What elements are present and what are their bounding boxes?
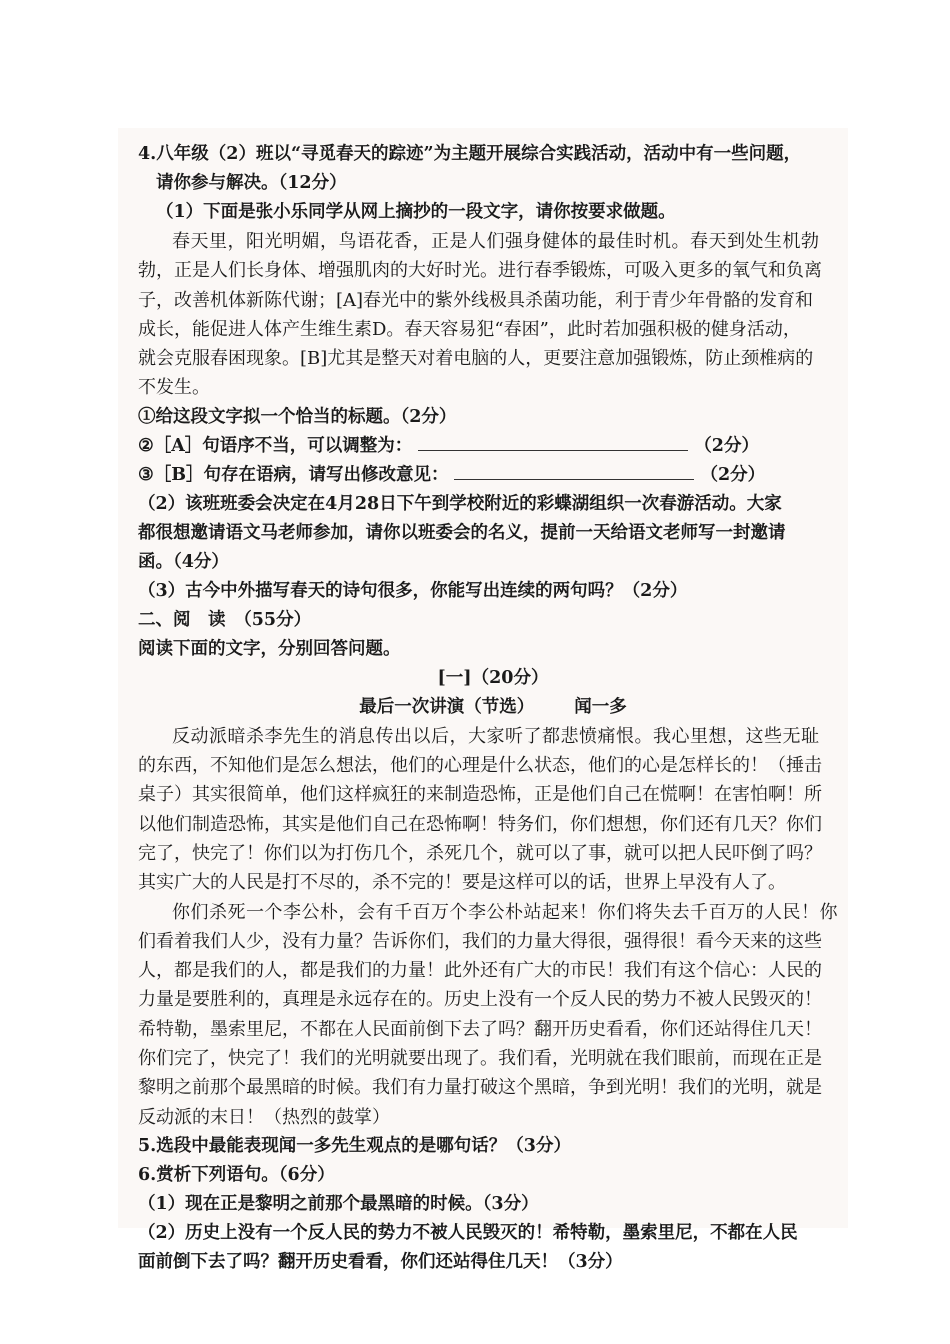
q4-item2-score: （2分） bbox=[694, 435, 759, 456]
q4-passage-line: 勃，正是人们长身体、增强肌肉的大好时光。进行春季锻炼，可吸入更多的氧气和负离 bbox=[138, 260, 822, 282]
speech-line: 人，都是我们的人，都是我们的力量！此外还有广大的市民！我们有这个信心：人民的 bbox=[138, 960, 822, 982]
speech-line: 希特勒，墨索里尼，不都在人民面前倒下去了吗？翻开历史看看，你们还站得住几天！ bbox=[138, 1018, 822, 1040]
speech-line: 反动派的末日！（热烈的鼓掌） bbox=[138, 1106, 390, 1128]
speech-line: 们看着我们人少，没有力量？告诉你们，我们的力量大得很，强得很！看今天来的这些 bbox=[138, 930, 822, 952]
speech-line: 你们杀死一个李公朴，会有千百万个李公朴站起来！你们将失去千百万的人民！你 bbox=[172, 901, 838, 923]
q4-passage bbox=[138, 227, 848, 403]
q4-item3-prompt: ③［B］句存在语病，请写出修改意见： bbox=[138, 464, 449, 485]
q4-sub1: （1）下面是张小乐同学从网上摘抄的一段文字，请你按要求做题。 bbox=[156, 202, 676, 222]
answer-blank[interactable] bbox=[418, 432, 688, 451]
exam-content bbox=[138, 140, 848, 1277]
section2-instruction: 阅读下面的文字，分别回答问题。 bbox=[138, 638, 401, 659]
q4-passage-line: 春天里，阳光明媚，鸟语花香，正是人们强身健体的最佳时机。春天到处生机勃 bbox=[172, 231, 820, 252]
q6: 6.赏析下列语句。（6分） bbox=[138, 1164, 335, 1185]
q4-passage-line: 成长，能促进人体产生维生素D。春天容易犯“春困”，此时若加强积极的健身活动， bbox=[138, 318, 801, 340]
speech-line: 以他们制造恐怖，其实是他们自己在恐怖啊！特务们，你们想想，你们还有几天？你们 bbox=[138, 813, 822, 835]
q6-2-line1: （2）历史上没有一个反人民的势力不被人民毁灭的！希特勒，墨索里尼，不都在人民 bbox=[138, 1222, 798, 1243]
q6-1: （1）现在正是黎明之前那个最黑暗的时候。（3分） bbox=[138, 1193, 539, 1214]
passage-title: 最后一次讲演（节选） bbox=[359, 696, 535, 717]
q6-2-line2: 面前倒下去了吗？翻开历史看看，你们还站得住几天！（3分） bbox=[138, 1251, 623, 1272]
q4-sub2-line: （2）该班班委会决定在4月28日下午到学校附近的彩蝶湖组织一次春游活动。大家 bbox=[138, 493, 782, 514]
speech-line: 桌子）其实很简单，他们这样疯狂的来制造恐怖，正是他们自己在慌啊！在害怕啊！所 bbox=[138, 784, 822, 806]
q4-passage-line: 就会克服春困现象。[B]尤其是整天对着电脑的人，更要注意加强锻炼，防止颈椎病的 bbox=[138, 348, 814, 370]
speech-passage bbox=[138, 722, 848, 1132]
q4-item2 bbox=[138, 432, 848, 461]
q4-stem-line1: 4.八年级（2）班以“寻觅春天的踪迹”为主题开展综合实践活动，活动中有一些问题， bbox=[138, 144, 802, 164]
speech-line: 你们完了，快完了！我们的光明就要出现了。我们看，光明就在我们眼前，而现在正是 bbox=[138, 1048, 822, 1070]
section2-heading: 二、阅 读 （55分） bbox=[138, 609, 312, 630]
q4-item2-prompt: ②［A］句语序不当，可以调整为： bbox=[138, 435, 413, 456]
q5: 5.选段中最能表现闻一多先生观点的是哪句话？（3分） bbox=[138, 1135, 571, 1156]
passage-author: 闻一多 bbox=[574, 696, 627, 717]
answer-blank[interactable] bbox=[454, 461, 694, 480]
q4-sub2-line: 都很想邀请语文马老师参加，请你以班委会的名义，提前一天给语文老师写一封邀请 bbox=[138, 522, 786, 543]
speech-line: 反动派暗杀李先生的消息传出以后，大家听了都悲愤痛恨。我心里想，这些无耻 bbox=[172, 725, 820, 747]
speech-line: 黎明之前那个最黑暗的时候。我们有力量打破这个黑暗，争到光明！我们的光明，就是 bbox=[138, 1077, 822, 1099]
q4-sub3: （3）古今中外描写春天的诗句很多，你能写出连续的两句吗？（2分） bbox=[138, 580, 688, 601]
speech-line: 力量是要胜利的，真理是永远存在的。历史上没有一个反人民的势力不被人民毁灭的！ bbox=[138, 989, 822, 1011]
q4-item3-score: （2分） bbox=[700, 464, 766, 485]
q4-item3 bbox=[138, 461, 848, 490]
speech-line: 的东西，不知他们是怎么想法，他们的心理是什么状态，他们的心是怎样长的！（捶击 bbox=[138, 755, 822, 777]
passage-title-line bbox=[138, 693, 848, 722]
part-label: [一]（20分） bbox=[437, 667, 549, 688]
q4-item1: ①给这段文字拟一个恰当的标题。（2分） bbox=[138, 406, 457, 427]
q4-passage-line: 不发生。 bbox=[138, 377, 210, 399]
q4-stem-line2: 请你参与解决。（12分） bbox=[156, 173, 347, 193]
q4-sub2-line: 函。（4分） bbox=[138, 551, 229, 572]
speech-line: 其实广大的人民是打不尽的，杀不完的！要是这样可以的话，世界上早没有人了。 bbox=[138, 872, 786, 894]
q4-passage-line: 子，改善机体新陈代谢；[A]春光中的紫外线极具杀菌功能，利于青少年骨骼的发育和 bbox=[138, 289, 814, 311]
speech-line: 完了，快完了！你们以为打伤几个，杀死几个，就可以了事，就可以把人民吓倒了吗？ bbox=[138, 842, 822, 864]
